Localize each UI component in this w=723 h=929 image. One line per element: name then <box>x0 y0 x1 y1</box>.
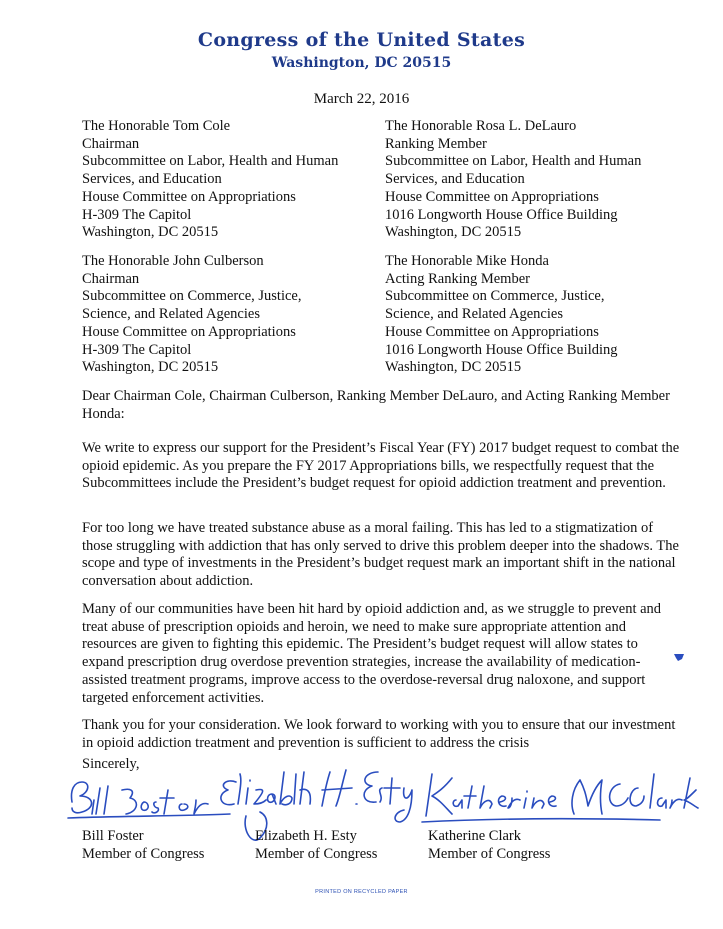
letterhead-title: Congress of the United States <box>197 29 526 51</box>
body-paragraph-3: Many of our communities have been hit hard by opioid addiction and, as we struggle to prevent and treat abuse of prescription opioids and heroin, we need to make sure appropriate attention and resources are given to fighting this epidemic. The President’s budget request will allow states to expand prescription drug overdose prevention strategies, increase the availability of medication-assisted treatment programs, improve access to the overdose-reversal drug naloxone, and support targeted enforcement activities. <box>82 601 662 706</box>
address-line: H-309 The Capitol <box>82 341 192 358</box>
addressee-cole <box>82 118 338 242</box>
address-line: House Committee on Appropriations <box>82 188 296 205</box>
address-line: Science, and Related Agencies <box>385 306 563 323</box>
signature-clark <box>422 774 698 822</box>
address-line: The Honorable John Culberson <box>82 253 264 269</box>
address-line: Ranking Member <box>385 135 487 152</box>
signer-foster <box>82 827 204 863</box>
address-line: Chairman <box>82 135 140 152</box>
address-line: Subcommittee on Commerce, Justice, <box>82 288 302 305</box>
address-line: House Committee on Appropriations <box>385 323 599 340</box>
address-line: Washington, DC 20515 <box>82 224 219 241</box>
signer-title: Member of Congress <box>82 846 205 862</box>
address-line: House Committee on Appropriations <box>385 188 599 205</box>
address-line: Services, and Education <box>385 171 525 188</box>
address-line: Washington, DC 20515 <box>385 224 522 241</box>
body-paragraph-1: We write to express our support for the President’s Fiscal Year (FY) 2017 budget request to combat the opioid epidemic. As you prepare the FY 2017 Appropriations bills, we respectfully request that the Subcommittees include the President’s budget request for opioid addiction treatment and prevention. <box>82 440 680 492</box>
signer-title: Member of Congress <box>428 846 551 862</box>
address-line: Science, and Related Agencies <box>82 306 260 323</box>
address-line: 1016 Longworth House Office Building <box>385 206 618 223</box>
letter-date: March 22, 2016 <box>313 91 410 107</box>
closing: Sincerely, <box>82 756 140 772</box>
addressee-culberson <box>82 253 301 377</box>
address-line: Services, and Education <box>82 171 222 188</box>
address-line: 1016 Longworth House Office Building <box>385 341 618 358</box>
address-line: Washington, DC 20515 <box>385 359 522 376</box>
signer-name: Elizabeth H. Esty <box>255 828 357 844</box>
address-line: Subcommittee on Labor, Health and Human <box>385 153 642 170</box>
signature-foster <box>68 782 230 818</box>
signer-name: Bill Foster <box>82 828 144 844</box>
salutation: Dear Chairman Cole, Chairman Culberson, Ranking Member DeLauro, and Acting Ranking Member Honda: <box>82 388 670 422</box>
letterhead <box>0 28 723 73</box>
address-line: H-309 The Capitol <box>82 206 192 223</box>
body-paragraph-4: Thank you for your consideration. We look forward to working with you to ensure that our investment in opioid addiction treatment and prevention is sufficient to address the crisis <box>82 717 676 751</box>
address-line: Subcommittee on Commerce, Justice, <box>385 288 605 305</box>
address-line: Chairman <box>82 270 140 287</box>
address-line: The Honorable Rosa L. DeLauro <box>385 118 577 134</box>
signer-esty <box>255 827 377 863</box>
address-line: The Honorable Mike Honda <box>385 253 549 269</box>
address-line: Subcommittee on Labor, Health and Human <box>82 153 339 170</box>
margin-mark-icon <box>673 652 685 662</box>
address-line: Washington, DC 20515 <box>82 359 219 376</box>
addressee-delauro <box>385 118 641 242</box>
signer-clark <box>428 827 550 863</box>
body-paragraph-2: For too long we have treated substance abuse as a moral failing. This has led to a stigmatization of those struggling with addiction that has only served to drive this problem deeper into the shadows. The scope and type of investments in the President’s budget request mark an important shift in the national conversation about addiction. <box>82 520 679 590</box>
address-line: The Honorable Tom Cole <box>82 118 231 134</box>
address-line: House Committee on Appropriations <box>82 323 296 340</box>
address-line: Acting Ranking Member <box>385 270 530 287</box>
addressee-honda <box>385 253 618 377</box>
signer-name: Katherine Clark <box>428 828 522 844</box>
letterhead-subtitle: Washington, DC 20515 <box>271 55 452 71</box>
signer-title: Member of Congress <box>255 846 378 862</box>
recycled-paper-footer: PRINTED ON RECYCLED PAPER <box>315 889 408 895</box>
